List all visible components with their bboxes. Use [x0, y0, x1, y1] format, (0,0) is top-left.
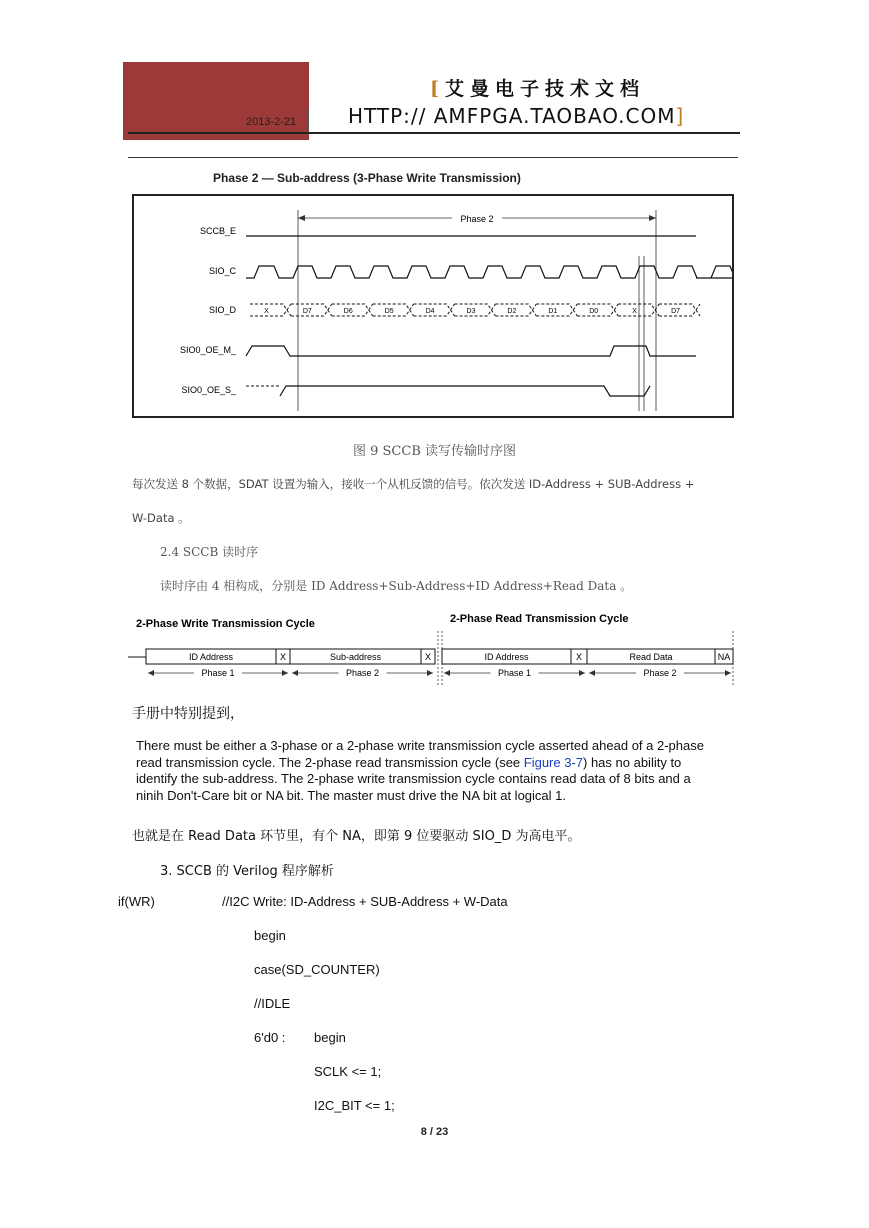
- header-date: 2013-2-21: [246, 116, 297, 128]
- code-case: case(SD_COUNTER): [254, 962, 380, 977]
- quote-line-2: [136, 755, 746, 772]
- manual-note: 手册中特别提到，: [132, 706, 244, 722]
- code-if-wr: if(WR): [118, 894, 155, 909]
- timing-diagram: [134, 196, 732, 416]
- section-2-4-heading: 2.4 SCCB 读时序: [160, 545, 259, 559]
- sio-d-bit-label: D7: [671, 308, 681, 315]
- sio-d-bit-cell: [250, 304, 291, 316]
- cycle-phase-arrowhead: [282, 670, 288, 676]
- header-rule-bottom: [128, 157, 738, 158]
- sio-d-bit-label: D3: [466, 308, 476, 315]
- cycle-phase-label: Phase 1: [497, 668, 532, 678]
- read-cycle-title: 2-Phase Read Transmission Cycle: [450, 613, 629, 625]
- signal-label-oe-m: SIO0_OE_M_: [179, 345, 236, 355]
- oe-m-wave: [246, 346, 696, 356]
- cycle-field-label: X: [575, 652, 583, 662]
- cycle-field-label: NA: [717, 652, 731, 662]
- cycle-phase-arrowhead: [579, 670, 585, 676]
- cycle-field-label: X: [424, 652, 432, 662]
- code-begin-1: begin: [254, 928, 286, 943]
- quote-line-3: identify the sub-address. The 2-phase write transmission cycle contains read data of 8 bits and a: [136, 771, 691, 786]
- timing-diagram-frame: [132, 194, 734, 418]
- cycle-field-label: ID Address: [188, 652, 234, 662]
- sio-d-bit-label: D6: [343, 308, 353, 315]
- brand-url-text: HTTP:// AMFPGA.TAOBAO.COM: [348, 104, 676, 128]
- sio-d-bit-label: D1: [548, 308, 558, 315]
- sio-d-bit-label: D4: [425, 308, 435, 315]
- sio-d-bit-label: D5: [384, 308, 394, 315]
- cycle-phase-arrowhead: [292, 670, 298, 676]
- code-sclk-assign: SCLK <= 1;: [314, 1064, 382, 1079]
- figure-3-7-link[interactable]: Figure 3-7: [523, 754, 584, 770]
- sio-d-bit-label: D2: [507, 308, 517, 315]
- phase2-label: Phase 2: [460, 214, 494, 224]
- para1-line1: 每次发送 8 个数据，SDAT 设置为输入，接收一个从机反馈的信号。依次发送 ID-Address + SUB-Address +: [132, 477, 695, 491]
- phase2-arrow-right: [649, 215, 656, 221]
- phase2-arrow-left: [298, 215, 305, 221]
- oe-s-wave: [280, 386, 650, 396]
- signal-label-sccb-e: SCCB_E: [199, 226, 236, 236]
- code-i2cbit-assign: I2C_BIT <= 1;: [314, 1098, 395, 1113]
- signal-label-sio-c: SIO_C: [208, 266, 236, 276]
- read-sequence-desc: 读时序由 4 相构成，分别是 ID Address+Sub-Address+ID Address+Read Data 。: [160, 579, 633, 593]
- cycle-phase-arrowhead: [444, 670, 450, 676]
- cycle-phases: [148, 667, 731, 679]
- write-cycle-title: 2-Phase Write Transmission Cycle: [136, 618, 315, 630]
- header-rule-top: [128, 132, 740, 134]
- cycle-field-label: Sub-address: [329, 652, 382, 662]
- brand-title-text: 艾曼电子技术文档: [445, 78, 646, 100]
- bracket-open: [: [430, 78, 445, 100]
- section-3-heading: 3. SCCB 的 Verilog 程序解析: [160, 864, 334, 879]
- na-explanation: 也就是在 Read Data 环节里，有个 NA，即第 9 位要驱动 SIO_D 为高电平。: [132, 829, 581, 844]
- cycle-phase-arrowhead: [148, 670, 154, 676]
- transmission-cycle-svg: [128, 605, 740, 690]
- page-number: 8 / 23: [420, 1126, 449, 1138]
- figure9-caption: 图 9 SCCB 读写传输时序图: [352, 444, 517, 459]
- cycle-phase-label: Phase 1: [201, 668, 235, 678]
- sio-c-wave: [246, 266, 732, 278]
- sio-d-bit-label: D7: [302, 308, 312, 315]
- code-comment-idle: //IDLE: [254, 996, 291, 1011]
- sio-d-bit-label: D0: [589, 308, 599, 315]
- cycle-field-label: X: [279, 652, 287, 662]
- oe-s-dashed-ack: [604, 386, 650, 396]
- brand-title: [430, 74, 645, 101]
- cycle-phase-label: Phase 2: [345, 668, 380, 678]
- bracket-close: ]: [675, 104, 685, 128]
- quote-line-1: There must be either a 3-phase or a 2-phase write transmission cycle asserted ahead of a 2-phase: [136, 738, 704, 753]
- figure9-title: Phase 2 — Sub-address (3-Phase Write Transmission): [213, 171, 521, 185]
- cycle-phase-arrowhead: [427, 670, 433, 676]
- code-begin-2: begin: [314, 1030, 346, 1045]
- cycle-phase-arrowhead: [725, 670, 731, 676]
- signal-label-sio-d: SIO_D: [208, 305, 236, 315]
- cycle-field-label: Read Data: [629, 652, 673, 662]
- cycle-field-label: ID Address: [484, 652, 529, 662]
- brand-url: [348, 104, 684, 128]
- code-case-label: 6'd0 :: [254, 1030, 286, 1045]
- quote-line-2b: ) has no ability to: [583, 754, 682, 770]
- cycle-fields: [146, 649, 733, 664]
- para1-line2: W-Data 。: [132, 511, 190, 525]
- sio-d-wave: [250, 304, 700, 316]
- datasheet-quote: [136, 738, 746, 804]
- transmission-cycle-figure: [128, 605, 740, 690]
- cycle-phase-arrowhead: [589, 670, 595, 676]
- code-comment-write: //I2C Write: ID-Address + SUB-Address + W-Data: [222, 894, 508, 909]
- quote-line-4: ninih Don't-Care bit or NA bit. The master must drive the NA bit at logical 1.: [136, 787, 566, 803]
- sio-d-bit-label: X: [264, 308, 269, 315]
- signal-label-oe-s: SIO0_OE_S_: [181, 385, 236, 395]
- header-red-block: [123, 62, 309, 140]
- cycle-phase-label: Phase 2: [643, 668, 677, 678]
- header-divider-tick: [308, 108, 309, 132]
- sio-d-bit-label: X: [632, 308, 637, 315]
- quote-line-2a: read transmission cycle. The 2-phase read transmission cycle (see: [136, 754, 524, 770]
